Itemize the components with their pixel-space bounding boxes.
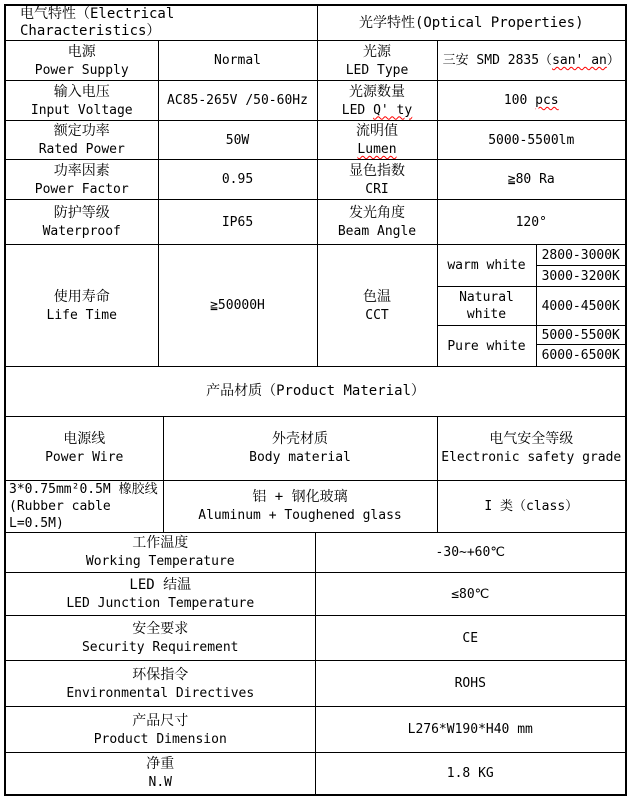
- net-weight-label-en: N.W: [148, 775, 172, 791]
- led-qty-label-en: [320, 102, 435, 119]
- product-dimension-label-zh: 产品尺寸: [132, 712, 189, 729]
- warm-white-value-1-cell: 2800-3000K: [536, 245, 625, 266]
- environmental-directives-label-cell: [6, 661, 315, 707]
- misspelled-word: Lumen: [357, 142, 397, 157]
- power-wire-value-cell: [6, 480, 163, 532]
- body-material-value-zh: 铝 + 钢化玻璃: [252, 489, 348, 505]
- rated-power-row: [6, 121, 625, 160]
- led-qty-label-cell: [317, 81, 437, 121]
- led-qty-value-cell: [437, 81, 625, 121]
- cct-label-en: CCT: [365, 307, 389, 323]
- misspelled-word: Q' ty: [373, 102, 413, 118]
- environmental-directives-label-zh: 环保指令: [132, 666, 189, 683]
- section-header-row: [6, 6, 625, 41]
- cri-label-zh: 显色指数: [349, 162, 405, 179]
- warm-white-value-2-cell: 3000-3200K: [536, 266, 625, 287]
- net-weight-label-zh: 净重: [146, 756, 175, 773]
- power-wire-header-cell: [6, 416, 163, 480]
- power-factor-value-cell: 0.95: [158, 160, 317, 200]
- product-dimension-label-cell: [6, 707, 315, 753]
- cri-label-cell: [317, 160, 437, 200]
- body-material-value-cell: [163, 480, 437, 532]
- led-junction-temperature-label-zh: LED 结温: [129, 577, 192, 593]
- environmental-directives-label-en: Environmental Directives: [66, 685, 255, 701]
- security-requirement-label-en: Security Requirement: [81, 640, 239, 655]
- security-requirement-value-cell: CE: [315, 616, 625, 661]
- beam-angle-value-cell: 120°: [437, 200, 625, 245]
- power-wire-value-en: (Rubber cable L=0.5M): [9, 498, 111, 531]
- optical-section-header-cell: 光学特性(Optical Properties): [317, 6, 625, 41]
- led-junction-temperature-value-cell: ≤80℃: [315, 573, 625, 616]
- spec-table-border: [4, 4, 627, 796]
- rated-power-value-cell: 50W: [158, 121, 317, 160]
- power-factor-label-cell: [6, 160, 158, 200]
- safety-grade-header-cell: [437, 416, 625, 480]
- waterproof-label-zh: 防护等级: [53, 205, 110, 221]
- pure-white-cell: Pure white: [437, 326, 536, 367]
- safety-grade-value-cell: I 类（class）: [437, 480, 625, 532]
- cct-label-zh: 色温: [363, 288, 391, 305]
- led-type-value-text: 三安 SMD 2835（: [442, 53, 553, 68]
- beam-angle-label-cell: [317, 200, 437, 245]
- working-temperature-label-zh: 工作温度: [132, 535, 189, 552]
- input-voltage-label-cell: [6, 81, 158, 121]
- led-type-label-en: LED Type: [345, 62, 409, 78]
- body-material-header-en: Body material: [249, 450, 351, 465]
- working-temperature-row: [6, 533, 625, 573]
- led-type-value-cell: [437, 41, 625, 81]
- rated-power-label-cell: [6, 121, 158, 160]
- environmental-directives-value-cell: ROHS: [315, 661, 625, 707]
- cri-value-cell: ≧80 Ra: [437, 160, 625, 200]
- product-dimension-label-en: Product Dimension: [93, 731, 227, 747]
- working-temperature-label-en: Working Temperature: [85, 554, 235, 570]
- material-column-header-row: [6, 416, 625, 480]
- lumen-value-cell: 5000-5500lm: [437, 121, 625, 160]
- natural-white-cell: Natural white: [437, 287, 536, 326]
- pure-white-value-1-cell: 5000-5500K: [536, 326, 625, 345]
- power-supply-label-zh: 电源: [67, 43, 96, 60]
- led-type-value-close: ）: [606, 53, 620, 68]
- warm-white-cell: warm white: [437, 245, 536, 287]
- rated-power-label-zh: 额定功率: [53, 123, 110, 139]
- safety-grade-header-en: Electronic safety grade: [441, 450, 622, 465]
- beam-angle-label-en: Beam Angle: [337, 224, 417, 239]
- product-dimension-row: [6, 707, 625, 753]
- misspelled-word: pcs: [535, 93, 559, 108]
- input-voltage-label-zh: 输入电压: [53, 83, 110, 100]
- beam-angle-label-zh: 发光角度: [349, 205, 405, 221]
- power-factor-label-en: Power Factor: [34, 181, 129, 197]
- power-supply-row: [6, 41, 625, 81]
- led-type-label-cell: [317, 41, 437, 81]
- working-temperature-label-cell: [6, 533, 315, 573]
- led-type-label-zh: 光源: [363, 43, 391, 60]
- misspelled-word: san' an: [552, 53, 607, 68]
- power-supply-label-en: Power Supply: [34, 62, 129, 78]
- led-junction-temperature-label-cell: [6, 573, 315, 616]
- material-value-row: [6, 480, 625, 532]
- cct-label-cell: [317, 245, 437, 367]
- net-weight-value-cell: 1.8 KG: [446, 765, 494, 781]
- electrical-optical-table: [6, 6, 625, 367]
- life-time-label-cell: [6, 245, 158, 367]
- power-wire-header-en: Power Wire: [45, 450, 124, 465]
- security-requirement-label-zh: 安全要求: [132, 621, 189, 637]
- body-material-value-en: Aluminum + Toughened glass: [198, 508, 402, 523]
- led-qty-label-pre: LED: [341, 102, 374, 118]
- net-weight-row: [6, 753, 625, 794]
- led-qty-value-number: 100: [503, 93, 536, 108]
- led-junction-temperature-label-en: LED Junction Temperature: [66, 596, 255, 611]
- input-voltage-label-en: Input Voltage: [30, 102, 133, 118]
- led-junction-temperature-row: [6, 573, 625, 616]
- lumen-label-cell: [317, 121, 437, 160]
- waterproof-row: [6, 200, 625, 245]
- life-time-value-cell: ≧50000H: [158, 245, 317, 367]
- working-temperature-value-cell: -30~+60℃: [315, 533, 625, 573]
- cri-label-en: CRI: [365, 181, 389, 197]
- pure-white-value-2-cell: 6000-6500K: [536, 345, 625, 367]
- environmental-directives-row: [6, 661, 625, 707]
- general-specs-table: [6, 533, 625, 794]
- waterproof-value-cell: IP65: [158, 200, 317, 245]
- life-time-label-zh: 使用寿命: [53, 288, 110, 305]
- product-material-header-cell: 产品材质（Product Material）: [6, 367, 625, 416]
- life-time-label-en: Life Time: [46, 307, 117, 323]
- net-weight-label-cell: [6, 753, 315, 794]
- body-material-header-cell: [163, 416, 437, 480]
- safety-grade-header-zh: 电气安全等级: [489, 431, 574, 447]
- led-qty-label-zh: 光源数量: [349, 83, 405, 100]
- waterproof-label-en: Waterproof: [42, 224, 121, 239]
- security-requirement-label-cell: [6, 616, 315, 661]
- life-time-row: [6, 245, 625, 266]
- waterproof-label-cell: [6, 200, 158, 245]
- product-material-header-row: [6, 367, 625, 416]
- input-voltage-value-cell: AC85-265V /50-60Hz: [158, 81, 317, 121]
- electrical-section-header-cell: 电气特性（Electrical Characteristics）: [6, 6, 317, 41]
- body-material-header-zh: 外壳材质: [272, 431, 328, 447]
- power-wire-header-zh: 电源线: [63, 431, 106, 447]
- rated-power-label-en: Rated Power: [38, 142, 125, 157]
- power-wire-value-zh: 3*0.75mm²0.5M 橡胶线: [9, 481, 158, 497]
- natural-white-value-cell: 4000-4500K: [536, 287, 625, 326]
- lumen-label-zh: 流明值: [356, 123, 398, 139]
- lumen-label-en: [320, 141, 435, 158]
- power-supply-label-cell: [6, 41, 158, 81]
- security-requirement-row: [6, 616, 625, 661]
- product-material-table: [6, 367, 625, 533]
- product-dimension-value-cell: L276*W190*H40 mm: [315, 707, 625, 753]
- power-factor-label-zh: 功率因素: [53, 162, 110, 179]
- power-supply-value-cell: Normal: [158, 41, 317, 81]
- input-voltage-row: [6, 81, 625, 121]
- power-factor-row: [6, 160, 625, 200]
